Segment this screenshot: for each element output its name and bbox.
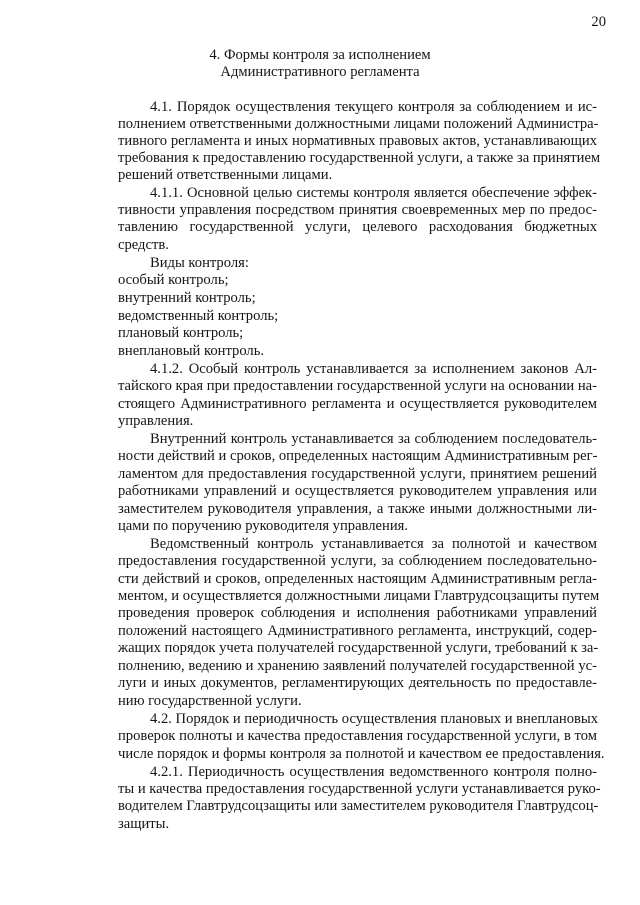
text-line: тивности управления посредством принятия своевременных мер по предос- xyxy=(118,202,597,218)
text-line: внутренний контроль; xyxy=(118,290,256,306)
section-title-line: 4. Формы контроля за исполнением xyxy=(209,47,431,63)
text-line: ты и качества предоставления государственной услуги устанавливается руко- xyxy=(118,781,601,797)
text-line: предоставления государственной услуги, за соблюдением последовательно- xyxy=(118,553,597,569)
text-line: ведомственный контроль; xyxy=(118,308,279,324)
text-line: ментом, и осуществляется должностными лицами Главтрудсоцзащиты путем xyxy=(118,588,600,604)
text-line: тивного регламента и иных нормативных правовых актов, устанавливающих xyxy=(118,133,597,149)
text-line: особый контроль; xyxy=(118,272,229,288)
text-line: Внутренний контроль устанавливается за соблюдением последователь- xyxy=(150,431,597,447)
text-line: водителем Главтрудсоцзащиты или заместителем руководителя Главтрудсоц- xyxy=(118,798,599,814)
text-line: стоящего Административного регламента и осуществляется руководителем xyxy=(118,396,597,412)
text-line: нию государственной услуги. xyxy=(118,693,302,709)
text-line: полнению, ведению и хранению заявлений получателей государственной ус- xyxy=(118,658,597,674)
text-line: управления. xyxy=(118,413,194,429)
text-line: 4.2. Порядок и периодичность осуществления плановых и внеплановых xyxy=(150,711,599,727)
page-number: 20 xyxy=(591,14,606,30)
text-line: Виды контроля: xyxy=(150,255,249,271)
text-line: цами по поручению руководителя управления. xyxy=(118,518,409,534)
text-line: внеплановый контроль. xyxy=(118,343,265,359)
text-line: тайского края при предоставлении государственной услуги на основании на- xyxy=(118,378,597,394)
text-line: 4.1.1. Основной целью системы контроля является обеспечение эффек- xyxy=(150,185,597,201)
text-line: 4.2.1. Периодичность осуществления ведомственного контроля полно- xyxy=(150,764,597,780)
text-line: ламентом для предоставления государственной услуги, принятием решений xyxy=(118,466,597,482)
text-line: 4.1. Порядок осуществления текущего контроля за соблюдением и ис- xyxy=(150,99,597,115)
text-line: решений ответственными лицами. xyxy=(118,167,333,183)
text-line: средств. xyxy=(118,237,169,253)
text-line: работниками управлений и осуществляется руководителем управления или xyxy=(118,483,597,499)
text-line: Ведомственный контроль устанавливается за полнотой и качеством xyxy=(150,536,597,552)
text-line: полнением ответственными должностными лицами положений Администра- xyxy=(118,116,599,132)
text-line: сти действий и сроков, определенных настоящим Административным регла- xyxy=(118,571,597,587)
text-line: плановый контроль; xyxy=(118,325,244,341)
text-line: жащих порядок учета получателей государственной услуги, требований к за- xyxy=(118,640,599,656)
text-line: положений настоящего Административного регламента, инструкций, содер- xyxy=(118,623,597,639)
text-line: заместителем руководителя управления, а также иными должностными ли- xyxy=(118,501,597,517)
text-line: луги и иных документов, регламентирующих деятельность по предоставле- xyxy=(118,675,597,691)
section-title-line: Административного регламента xyxy=(220,64,420,80)
text-line: 4.1.2. Особый контроль устанавливается за исполнением законов Ал- xyxy=(150,361,597,377)
text-line: тавлению государственной услуги, целевого расходования бюджетных xyxy=(118,219,597,235)
text-line: проверок полноты и качества предоставления государственной услуги, в том xyxy=(118,728,597,744)
text-line: ности действий и сроков, определенных настоящим Административным рег- xyxy=(118,448,598,464)
text-line: проведения проверок соблюдения и исполнения работниками управлений xyxy=(118,605,597,621)
text-line: защиты. xyxy=(118,816,170,832)
text-line: числе порядок и формы контроля за полнотой и качеством ее предоставления. xyxy=(118,746,605,762)
text-line: требования к предоставлению государственной услуги, а также за принятием xyxy=(118,150,601,166)
